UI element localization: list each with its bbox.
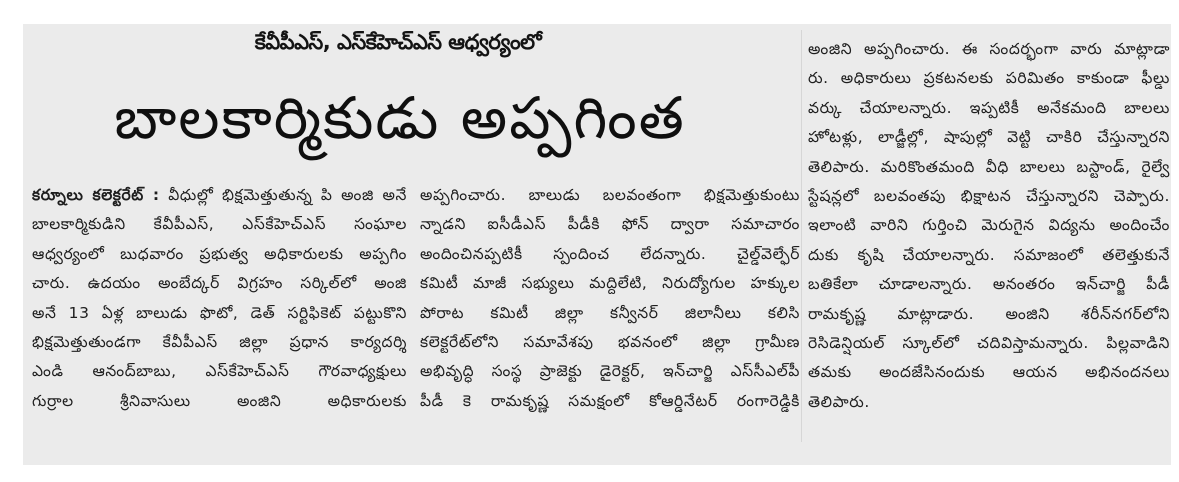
text-line [32, 181, 407, 210]
text-line: బతికేలా చూడాలన్నారు. అనంతరం ఇన్‌చార్జి పీడీ [808, 275, 1170, 294]
text-line: తెలిపారు. మరికొంతమంది వీధి బాలలు బస్టాండ్, రైల్వే [808, 157, 1170, 176]
text-line: ఆధ్వర్యంలో బుధవారం ప్రభుత్వ అధికారులకు అప్పగిం [32, 244, 407, 263]
text-line: తమకు అందజేసినందుకు ఆయన అభినందనలు [808, 363, 1170, 382]
article-column-1 [32, 181, 407, 416]
article-column-2 [420, 181, 800, 416]
text-line: ఇలాంటి వారిని గుర్తించి మెరుగైన విద్యను అందించేం [808, 216, 1170, 235]
text-line: రు. అధికారులు ప్రకటనలకు పరిమితం కాకుండా ఫీల్డు [808, 69, 1170, 88]
article-headline: బాలకార్మికుడు అప్పగింత [114, 84, 686, 152]
text-line: కలెక్టరేట్‌లోని సమావేశపు భవనంలో జిల్లా గ్రామీణ [420, 332, 800, 351]
text-line: స్టేషన్లలో బలవంతపు భిక్షాటన చేస్తున్నారని చెప్పారు. [808, 186, 1170, 205]
article-dateline: కర్నూలు కలెక్టరేట్ : [32, 186, 160, 204]
text-line: పీడీ కె రామకృష్ణ సమక్షంలో కోఆర్డినేటర్ రంగారెడ్డికి [420, 391, 800, 410]
text-line: గుర్రాల శ్రీనివాసులు అంజిని అధికారులకు [32, 391, 407, 410]
text-line: రెసిడెన్షియల్ స్కూల్‌లో చదివిస్తామన్నారు. పిల్లవాడిని [808, 333, 1170, 352]
text-line: న్నాడని ఐసీడీఎస్ పీడీకి ఫోన్ ద్వారా సమాచారం [420, 215, 800, 234]
article-column-3 [808, 35, 1170, 417]
text-line: బాలకార్మికుడిని కేవీపీఎస్, ఎస్‌కేహెచ్‌ఎస్ సంఘాల [32, 215, 407, 234]
text-line: ఎండి ఆనంద్‌బాబు, ఎస్‌కేహెచ్‌ఎస్ గౌరవాధ్యక్షులు [32, 362, 407, 381]
text-line: పోరాట కమిటీ జిల్లా కన్వీనర్ జిలానీలు కలిసి [420, 303, 800, 322]
text-line: తెలిపారు. [808, 392, 870, 411]
text-line-content: వీధుల్లో భిక్షమెత్తుతున్న పి అంజి అనే [168, 186, 407, 204]
text-line: వర్కు చేయాలన్నారు. ఇప్పటికీ అనేకమంది బాలలు [808, 98, 1170, 117]
column-divider [801, 30, 802, 442]
text-line: అందించినప్పటికీ స్పందించ లేదన్నారు. చైల్డ్‌వెల్ఫేర్ [420, 244, 800, 263]
text-line: చారు. ఉదయం అంబేద్కర్ విగ్రహం సర్కిల్‌లో అంజి [32, 274, 407, 293]
text-line: అనే 13 ఏళ్ల బాలుడు ఫొటో, డెత్ సర్టిఫికెట్ పట్టుకొని [32, 303, 407, 322]
text-line: రామకృష్ణ మాట్లాడారు. అంజిని శరీన్‌నగర్‌లోని [808, 304, 1170, 323]
text-line: దుకు కృషి చేయాలన్నారు. సమాజంలో తలెత్తుకునే [808, 245, 1170, 264]
text-line: అంజిని అప్పగించారు. ఈ సందర్భంగా వారు మాట్లాడా [808, 40, 1170, 58]
text-line: కమిటీ మాజీ సభ్యులు మద్దిలేటి, నిరుద్యోగుల హక్కుల [420, 274, 800, 293]
article-kicker: కేవీపీఎస్, ఎస్‌కేహెచ్‌ఎస్ ఆధ్వర్యంలో [254, 30, 542, 54]
text-line: అభివృద్ధి సంస్థ ప్రాజెక్టు డైరెక్టర్, ఇన్‌చార్జి ఎస్‌సీఎల్‌పీ [420, 362, 800, 381]
text-line: హోటళ్లు, లాడ్జీల్లో, షాపుల్లో వెట్టి చాకిరి చేస్తున్నారని [808, 128, 1170, 147]
text-line: భిక్షమెత్తుతుండగా కేవీపీఎస్ జిల్లా ప్రధాన కార్యదర్శి [32, 332, 407, 351]
text-line: అప్పగించారు. బాలుడు బలవంతంగా భిక్షమెత్తుకుంటు [420, 186, 800, 204]
